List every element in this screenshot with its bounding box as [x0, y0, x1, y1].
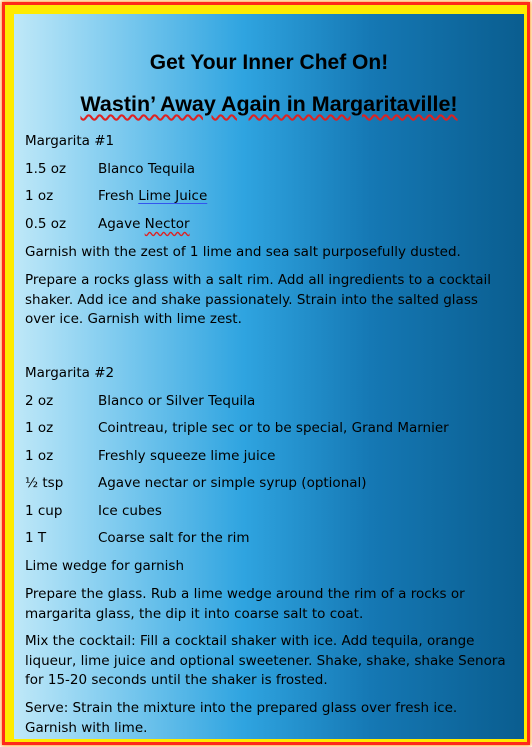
recipe2-serve: Serve: Strain the mixture into the prepared glass over fresh ice. Garnish with lime.	[25, 700, 458, 736]
recipe-panel	[14, 14, 524, 739]
recipe2-qty-3: 1 oz	[25, 448, 54, 464]
recipe2-item-5: Ice cubes	[98, 503, 162, 519]
recipe-content	[14, 14, 524, 739]
recipe2-item-4: Agave nectar or simple syrup (optional)	[98, 475, 367, 491]
page-title: Get Your Inner Chef On!	[149, 51, 389, 74]
recipe2-qty-6: 1 T	[25, 530, 47, 546]
subtitle-text: Wastin’ Away Again in Margaritaville!	[80, 92, 458, 116]
recipe1-heading: Margarita #1	[25, 133, 115, 149]
recipe1-item-3-prefix: Agave	[98, 216, 145, 232]
recipe1-item-2-prefix: Fresh	[98, 188, 139, 204]
recipe1-item-3	[98, 216, 190, 232]
recipe2-qty-5: 1 cup	[25, 503, 63, 519]
recipe2-qty-4: ½ tsp	[25, 475, 64, 491]
recipe1-item-2	[98, 188, 207, 204]
recipe2-garnish: Lime wedge for garnish	[25, 558, 185, 574]
recipe1-item-3-squiggle: Nector	[144, 216, 190, 232]
recipe2-item-1: Blanco or Silver Tequila	[98, 393, 256, 409]
recipe2-item-6: Coarse salt for the rim	[98, 530, 250, 546]
recipe2-item-2: Cointreau, triple sec or to be special, Grand Marnier	[98, 420, 449, 436]
recipe1-item-1: Blanco Tequila	[98, 161, 195, 177]
recipe2-heading: Margarita #2	[25, 365, 115, 381]
recipe1-item-2-link: Lime Juice	[138, 188, 208, 204]
recipe1-qty-1: 1.5 oz	[25, 161, 67, 177]
recipe1-instructions: Prepare a rocks glass with a salt rim. Add all ingredients to a cocktail shaker. Add ice and shake passionately. Strain into the salted glass over ice. Garnish with lime zest.	[25, 272, 492, 327]
recipe2-mix: Mix the cocktail: Fill a cocktail shaker with ice. Add tequila, orange liqueur, lime juice and optional sweetener. Shake, shake, shake Senora for 15-20 seconds until the shaker is frosted.	[25, 633, 506, 688]
page-subtitle	[14, 92, 524, 117]
recipe1-garnish: Garnish with the zest of 1 lime and sea salt purposefully dusted.	[25, 244, 461, 260]
recipe1-qty-3: 0.5 oz	[25, 216, 67, 232]
recipe1-qty-2: 1 oz	[25, 188, 54, 204]
recipe2-item-3: Freshly squeeze lime juice	[98, 448, 276, 464]
page-frame	[2, 2, 530, 745]
recipe2-qty-1: 2 oz	[25, 393, 54, 409]
recipe2-qty-2: 1 oz	[25, 420, 54, 436]
recipe2-prepare: Prepare the glass. Rub a lime wedge around the rim of a rocks or margarita glass, the dip it into coarse salt to coat.	[25, 586, 465, 622]
